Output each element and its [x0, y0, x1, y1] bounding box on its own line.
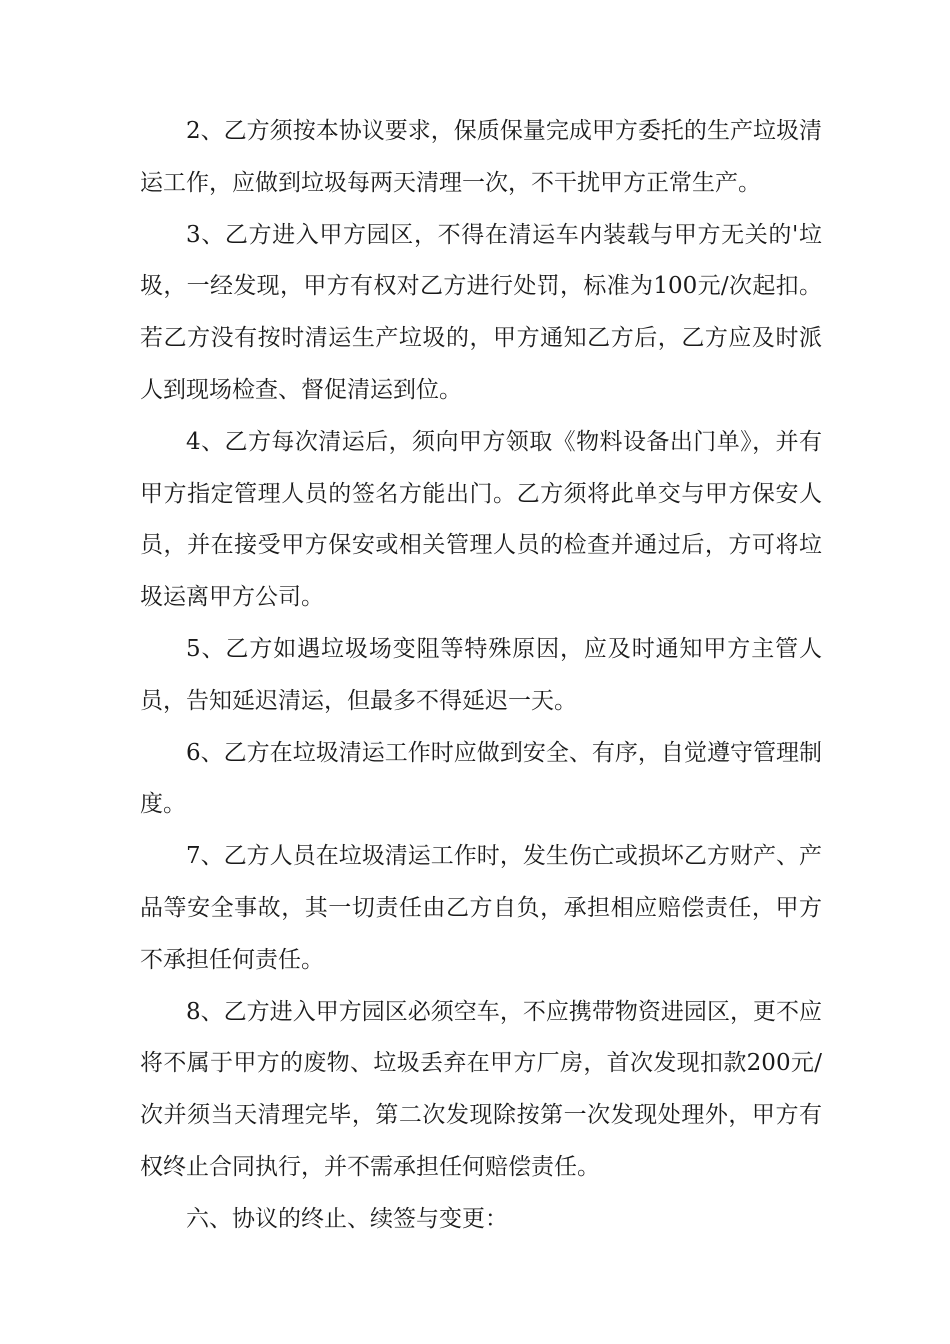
clause-7-paragraph: 7、乙方人员在垃圾清运工作时，发生伤亡或损坏乙方财产、产品等安全事故，其一切责任由乙方自负，承担相应赔偿责任，甲方不承担任何责任。 [140, 843, 822, 973]
clause-4-paragraph: 4、乙方每次清运后，须向甲方领取《物料设备出门单》，并有甲方指定管理人员的签名方能出门。乙方须将此单交与甲方保安人员，并在接受甲方保安或相关管理人员的检查并通过后，方可将垃圾运离甲方公司。 [140, 428, 822, 611]
clause-6-paragraph: 6、乙方在垃圾清运工作时应做到安全、有序，自觉遵守管理制度。 [140, 739, 822, 818]
clause-5-paragraph: 5、乙方如遇垃圾场变阻等特殊原因，应及时通知甲方主管人员，告知延迟清运，但最多不得延迟一天。 [140, 635, 822, 714]
section-6-heading: 六、协议的终止、续签与变更： [186, 1205, 508, 1232]
clause-8-paragraph: 8、乙方进入甲方园区必须空车，不应携带物资进园区，更不应将不属于甲方的废物、垃圾丢弃在甲方厂房，首次发现扣款200元/次并须当天清理完毕，第二次发现除按第一次发现处理外，甲方有权终止合同执行，并不需承担任何赔偿责任。 [140, 998, 822, 1180]
document-body [140, 106, 822, 1246]
clause-3-paragraph: 3、乙方进入甲方园区，不得在清运车内装载与甲方无关的'垃圾，一经发现，甲方有权对乙方进行处罚，标准为100元/次起扣。若乙方没有按时清运生产垃圾的，甲方通知乙方后，乙方应及时派人到现场检查、督促清运到位。 [140, 221, 822, 403]
clause-2-paragraph: 2、乙方须按本协议要求，保质保量完成甲方委托的生产垃圾清运工作，应做到垃圾每两天清理一次，不干扰甲方正常生产。 [140, 118, 822, 196]
